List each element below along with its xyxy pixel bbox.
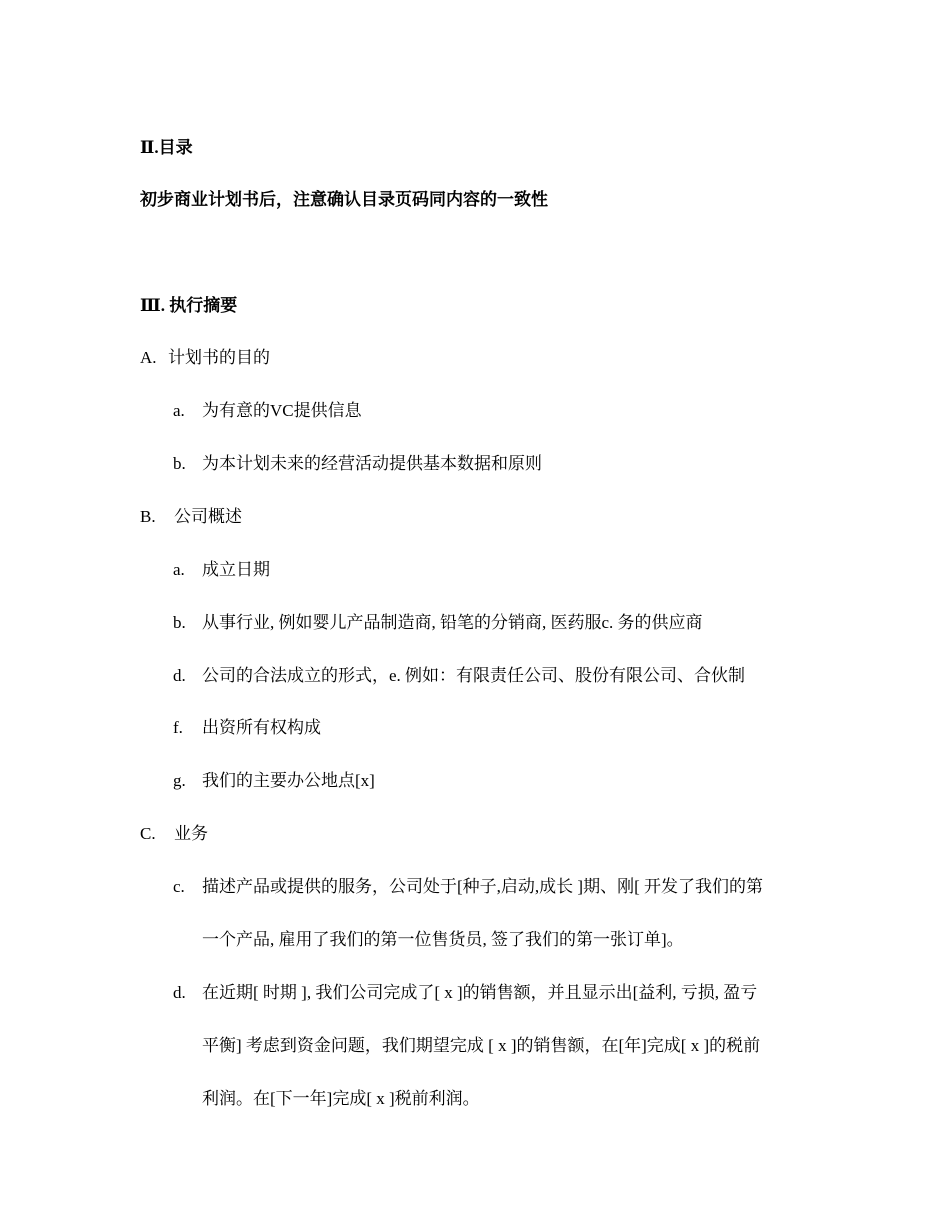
list-item-line: 描述产品或提供的服务，公司处于[种子,启动,成长 ]期、刚[ 开发了我们的第	[202, 877, 763, 896]
list-item-marker: a.	[173, 401, 185, 420]
section-c-marker: C.	[140, 824, 156, 843]
list-item: 出资所有权构成	[202, 718, 321, 737]
section-b-title: 公司概述	[174, 507, 242, 526]
toc-note: 初步商业计划书后，注意确认目录页码同内容的一致性	[140, 190, 548, 209]
list-item-marker: d.	[173, 983, 186, 1002]
list-item: 为本计划未来的经营活动提供基本数据和原则	[202, 454, 542, 473]
summary-heading: Ⅲ. 执行摘要	[140, 296, 238, 315]
list-item-line: 平衡] 考虑到资金问题，我们期望完成 [ x ]的销售额，在[年]完成[ x ]的税前	[202, 1036, 761, 1055]
list-item: 从事行业, 例如婴儿产品制造商, 铅笔的分销商, 医药服c. 务的供应商	[202, 613, 703, 632]
section-a-title: 计划书的目的	[168, 348, 270, 367]
list-item: 我们的主要办公地点[x]	[202, 771, 375, 790]
list-item-marker: b.	[173, 613, 186, 632]
list-item-marker: b.	[173, 454, 186, 473]
list-item-line: 在近期[ 时期 ], 我们公司完成了[ x ]的销售额，并且显示出[益利, 亏损, 盈亏	[202, 983, 758, 1002]
list-item: 为有意的VC提供信息	[202, 401, 362, 420]
section-c-title: 业务	[174, 824, 208, 843]
list-item: 公司的合法成立的形式，e. 例如：有限责任公司、股份有限公司、合伙制	[202, 666, 746, 685]
section-b-marker: B.	[140, 507, 156, 526]
list-item-line: 利润。在[下一年]完成[ x ]税前利润。	[202, 1089, 480, 1108]
list-item-marker: g.	[173, 771, 186, 790]
list-item-marker: d.	[173, 666, 186, 685]
section-a-marker: A.	[140, 348, 157, 367]
list-item: 成立日期	[202, 560, 270, 579]
list-item-marker: f.	[173, 718, 183, 737]
list-item-marker: c.	[173, 877, 185, 896]
toc-heading: Ⅱ.目录	[140, 138, 193, 157]
list-item-line: 一个产品, 雇用了我们的第一位售货员, 签了我们的第一张订单]。	[202, 930, 684, 949]
list-item-marker: a.	[173, 560, 185, 579]
